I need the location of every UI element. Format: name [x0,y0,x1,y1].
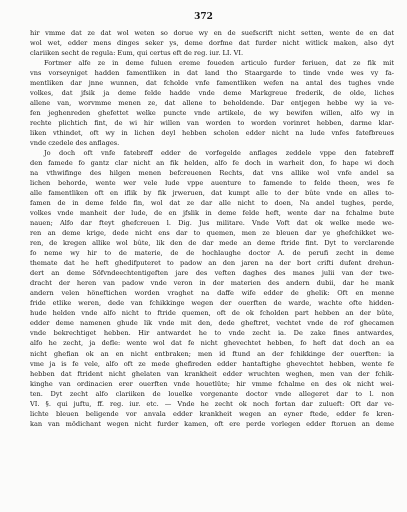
text-line: allene van, worvmme menen ze, dat allene to beholdende. Dar entjegen hebbe wy ia ve- [30,99,394,108]
text-line: fride etlike weren, dede van fchikkinge wegen der ouerften de warde, wachte ofte hidden- [30,299,394,308]
text-line: na vthwifinge des hilgen menen befcreuenen Rechts, dat vns allike wol vnfe andel sa [30,169,394,178]
text-line: vns vorseyniget hadden famentliken in dat land tho Staargarde to tinde vnde wes vy fa- [30,69,394,78]
text-line: dert an deme Söfvndeechtentigeften jare des veften daghes des manes julii van der twe- [30,269,394,278]
text-line: den famede fo gantz clar nicht an fik helden, alfo fe doch in warheit don, fo hape wi doch [30,159,394,168]
text-line: mentliken dar jnne wunnen, dat fcholde vnfe famentliken wefen na antal des tughes vnde [30,79,394,88]
text-line: lichen behorde, wente wer vele lude vppe auenture to famende to felde theen, wes fe [30,179,394,188]
text-line: Jo doch oft vnfe fatebreff edder de vorfegelde anflages zeddele vppe den fatebreff [44,149,394,158]
text-line: rechte plichtich fint, de wi hir willen van worden to worden vorinret hebben, darme klar- [30,119,394,128]
page-number: 372 [194,12,213,22]
text-line: edder deme namenen ghude lik vnde mit den, dede gheftret, vechtet vnde de rof ghecamen [30,319,394,328]
text-line: vme ja is fe vele, alfo oft ze mede ghefireden edder hantaftighe ghevechtet hebben, wente fe [30,359,394,368]
text-line: liken vthindet, oft wy in lichen deyl hebben scholen edder nicht na lude vnfes fatefbreues [30,129,394,138]
text-line: vnde czedele des anflages. [30,139,120,148]
text-line: VI. §. qui juftu, ff. reg. iur. etc. — Vnde he zecht ok noch fortan dar zulueft: Oft dar ve- [30,399,394,408]
text-line: hebben dat ftrident nicht ghelaten van krankheit edder wruchten weghen, men van der fchik- [30,369,394,378]
text-line: kinghe van ordinacien erer ouerften vnde houetlüte; hir vmme fchalme en des ok nicht wei- [30,379,394,388]
text-line: themate dat he heft ghedifputeret to padow an den jaren na der bort crifti dufent drehun- [30,259,394,268]
text-line: nauen; Alfo dar fteyt ghefcreuen l. Dig. Jus militare. Vnde Voft dat ok welke mede we- [30,219,394,228]
text-line: vnde bekrechtiget hebben. Hir antwardet he to vnde zecht ia. De zake fines antwardes, [30,329,394,338]
text-line: ren, de kregen allike wol bûte, lik den de dar mede an deme ftride fint. Dyt to verclarende [30,239,394,248]
text-line: fo neme wy hir to de materie, de de hochlaughe doctor A. de perufi zecht in deme [30,249,394,258]
text-line: volkes, dat jfsik ja deme felde hadde vnde deme Markgreue frederik, de olde, liches [30,89,394,98]
text-line: volkes vnde manheit der lude, de en jfslik in deme felde heft, wente dar na fchalme bute [30,209,394,218]
text-line: lichte bleuen beligende vor anvala edder krankheit wegen an eyner ftede, edder fe kren- [30,409,394,418]
text-line: hude helden vnde alfo nicht to ftride quemen, oft de ok fcholden part hebben an der bûte, [30,309,394,318]
text-line: hir vmme dat ze dat wol weten so dorue wy en de suefscrift nicht setten, wente de en dat [30,29,394,37]
text-line: Fortmer alfe ze in deme fuluen ereme foueden articulo furder feriuen, dat ze fik mit [44,59,394,68]
body-text [30,28,394,429]
text-line: alle famentliken oft en iflik by fik jrweruen, dat kumpt alle to der bûte vnde en alles to- [30,189,394,198]
text-line: wol wet, edder mens dinges seker ys, deme dorfme dat furder nicht witlick maken, also dyt [30,39,394,48]
text-line: ten. Dyt zecht alfo clariiken de louelke vorgenante doctor vnde allegeret dar to l. non [30,389,394,398]
text-line: famen de in deme felde fin, wol dat ze dar alle nicht to doen, Na andel tughes, perde, [30,199,394,208]
text-line: clariiken secht de regula: Eum, qui certus eft de reg. iur. LI. VI. [30,49,244,58]
text-line: alfo he zecht, ja defle: wente wol dat fe nicht ghevechtet hebben, fo heft dat doch an ea [30,339,394,348]
text-line: dracht der heren van padow vnde veron in der materien des andern dubii, dar he mank [30,279,394,288]
text-line: ren an deme krige, dede nicht ens dar to quemen, men ze bleuen dar ye ghefchikket we- [30,229,394,238]
text-line: nicht ghefian ok an en nicht entbraken; men id ftund an der fchikkinge der ouerften: ia [30,349,394,358]
text-line: andern velen höneftichen worden vraghet na daffe wife edder de ghelik: Oft en menne [30,289,394,298]
text-line: kan van mödichant wegen nicht furder kamen, oft ere perde vorlegen edder ftoruen an deme [30,419,394,428]
text-line: fen jeghenreden ghefettet welke puncte vnde artikele, de wy bewifen willen, alfo wy in [30,109,394,118]
